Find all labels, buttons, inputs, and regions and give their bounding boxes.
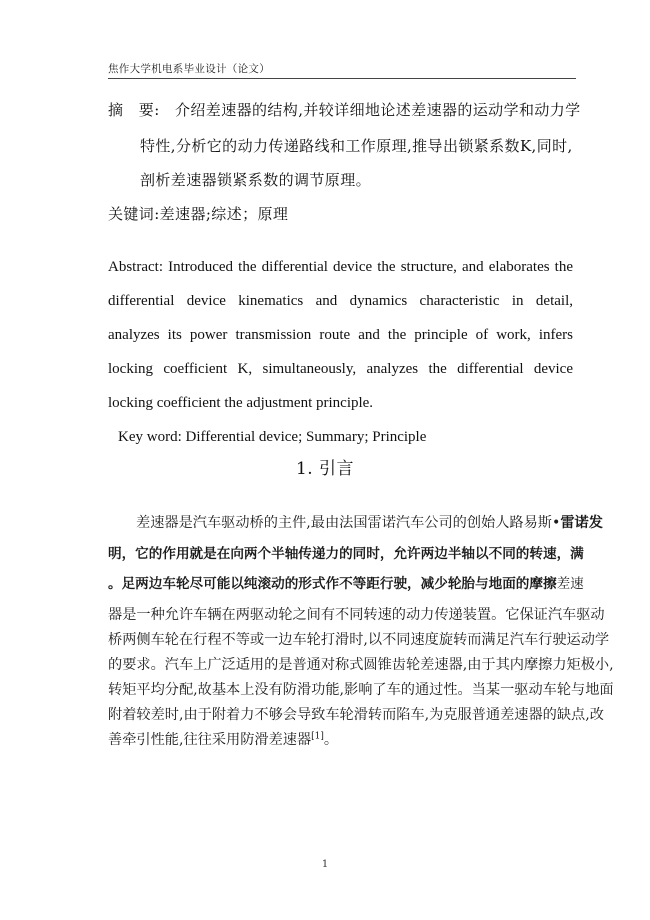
citation-ref[interactable]: [1]: [311, 731, 324, 742]
body-text: 。: [323, 732, 339, 748]
section-title: 1. 引言: [295, 459, 355, 479]
body-line: 附着较差时,由于附着力不够会导致车轮滑转而陷车,为克服普通差速器的缺点,改: [108, 707, 604, 723]
page-number: 1: [321, 859, 329, 870]
body-line: [108, 730, 576, 750]
abstract-en-line: locking coefficient K, simultaneously, analyzes the differential device: [108, 361, 573, 377]
abstract-en-line: analyzes its power transmission route and the principle of work, infers: [108, 327, 573, 343]
abstract-en-line: locking coefficient the adjustment principle.: [108, 395, 374, 411]
body-text: 善牵引性能,往往采用防滑差速器: [108, 732, 312, 748]
abstract-cn-line: 介绍差速器的结构,并较详细地论述差速器的运动学和动力学: [175, 101, 581, 119]
body-line: [108, 574, 584, 594]
keywords-cn: 关键词:差速器;综述；原理: [108, 205, 289, 223]
body-line: [136, 513, 603, 533]
body-text-bold: 。足两边车轮尽可能以纯滚动的形式作不等距行驶，减少轮胎与地面的摩擦: [108, 576, 557, 592]
abstract-cn-line: 特性,分析它的动力传递路线和工作原理,推导出锁紧系数K,同时,: [140, 137, 573, 155]
body-line: 的要求。汽车上广泛适用的是普通对称式圆锥齿轮差速器,由于其内摩擦力矩极小,: [108, 657, 614, 673]
body-text: 差速器是汽车驱动桥的主件,最由法国雷诺汽车公司的创始人路易斯•: [136, 515, 561, 531]
header-rule: [108, 78, 576, 79]
body-line: 器是一种允许车辆在两驱动轮之间有不同转速的动力传递装置。它保证汽车驱动: [108, 607, 605, 623]
abstract-label: 摘 要:: [108, 101, 160, 119]
abstract-cn-line: 剖析差速器锁紧系数的调节原理。: [140, 171, 372, 189]
body-line: 桥两侧车轮在行程不等或一边车轮打滑时,以不同速度旋转而满足汽车行驶运动学: [108, 632, 610, 648]
keywords-en: Key word: Differential device; Summary; Principle: [118, 429, 427, 445]
body-text: 差速: [556, 576, 584, 592]
abstract-en-line: differential device kinematics and dynamics characteristic in detail,: [108, 293, 573, 309]
abstract-en-line: Abstract: Introduced the differential device the structure, and elaborates the: [108, 259, 573, 275]
running-header: 焦作大学机电系毕业设计（论文）: [108, 63, 270, 75]
body-text-bold: 雷诺发: [560, 515, 603, 531]
body-line: 转矩平均分配,故基本上没有防滑功能,影响了车的通过性。当某一驱动车轮与地面: [108, 682, 614, 698]
body-line: 明，它的作用就是在向两个半轴传递力的同时，允许两边半轴以不同的转速，满: [108, 546, 584, 562]
